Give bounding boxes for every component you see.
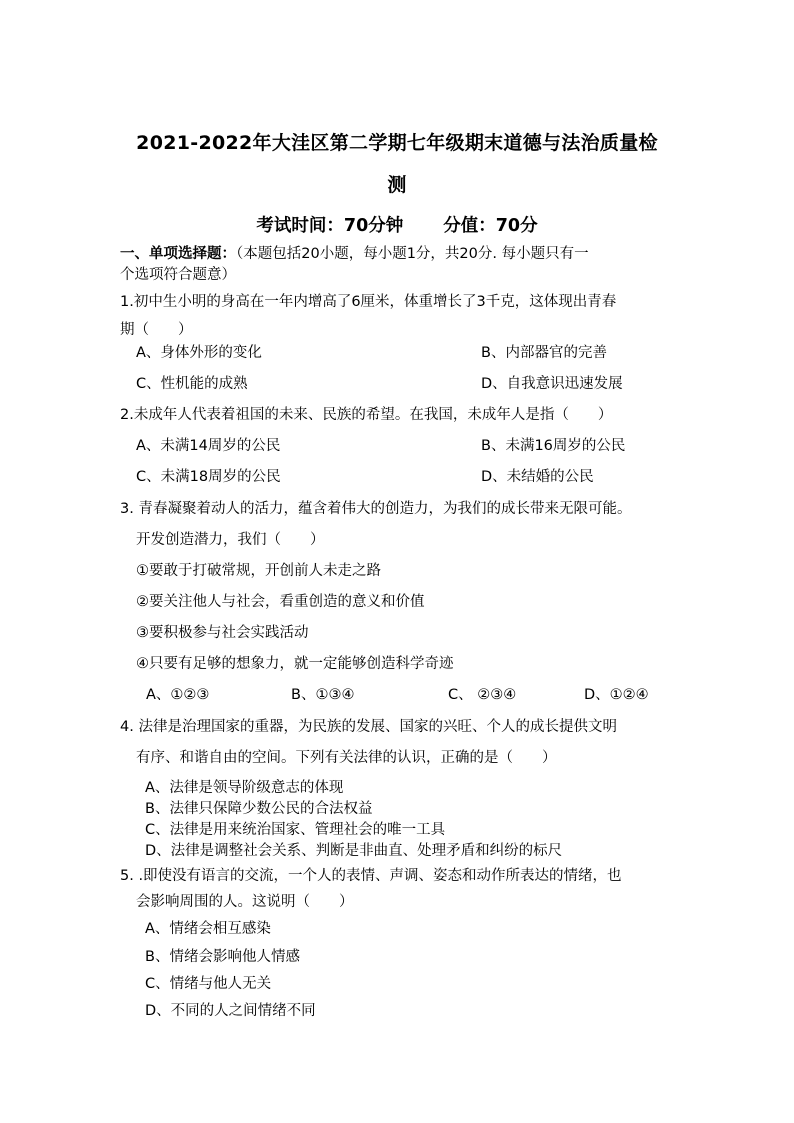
exam-title-line2: 测: [387, 174, 407, 196]
q1-stem-line2: 期（ ）: [120, 322, 193, 338]
q1-option-c: C、性机能的成熟: [136, 376, 248, 392]
q2-option-b: B、未满16周岁的公民: [481, 438, 626, 454]
section-intro-text: （本题包括20小题，每小题1分，共20分. 每小题只有一: [236, 246, 589, 262]
q3-option-b: B、①③④: [291, 687, 355, 703]
q3-stem-line2: 开发创造潜力，我们（ ）: [136, 532, 325, 548]
q5-option-c: C、情绪与他人无关: [145, 976, 272, 992]
q3-option-d: D、①②④: [584, 687, 649, 703]
q5-option-a: A、情绪会相互感染: [145, 921, 271, 937]
q1-option-a: A、身体外形的变化: [136, 345, 262, 361]
q5-option-d: D、不同的人之间情绪不同: [145, 1003, 316, 1019]
q5-stem-line1: 5. .即使没有语言的交流，一个人的表情、声调、姿态和动作所表达的情绪，也: [120, 868, 622, 884]
section-intro-line2: 个选项符合题意）: [120, 267, 236, 283]
q3-statement-2: ②要关注他人与社会，看重创造的意义和价值: [136, 594, 425, 610]
exam-title-line1: 2021-2022年大洼区第二学期七年级期末道德与法治质量检: [136, 132, 658, 154]
q4-option-a: A、法律是领导阶级意志的体现: [145, 780, 344, 796]
q4-stem-line1: 4. 法律是治理国家的重器，为民族的发展、国家的兴旺、个人的成长提供文明: [120, 719, 617, 735]
exam-info: [0, 212, 794, 237]
q3-option-a: A、①②③: [146, 687, 210, 703]
q1-option-d: D、自我意识迅速发展: [481, 376, 623, 392]
q3-statement-4: ④只要有足够的想象力，就一定能够创造科学奇迹: [136, 656, 454, 672]
q3-option-c: C、 ②③④: [448, 687, 517, 703]
q3-statement-3: ③要积极参与社会实践活动: [136, 625, 309, 641]
q3-stem-line1: 3. 青春凝聚着动人的活力，蕴含着伟大的创造力，为我们的成长带来无限可能。: [120, 501, 632, 517]
exam-score: 分值：70分: [443, 216, 538, 236]
exam-time: 考试时间：70分钟: [256, 216, 404, 236]
q2-option-d: D、未结婚的公民: [481, 469, 594, 485]
q4-option-d: D、法律是调整社会关系、判断是非曲直、处理矛盾和纠纷的标尺: [145, 843, 563, 859]
q4-option-b: B、法律只保障少数公民的合法权益: [145, 801, 373, 817]
q3-statement-1: ①要敢于打破常规，开创前人未走之路: [136, 563, 381, 579]
q1-option-b: B、内部器官的完善: [481, 345, 607, 361]
section-heading: 一、单项选择题：: [120, 246, 236, 262]
q2-option-a: A、未满14周岁的公民: [136, 438, 281, 454]
q5-stem-line2: 会影响周围的人。这说明（ ）: [136, 894, 354, 910]
q4-option-c: C、法律是用来统治国家、管理社会的唯一工具: [145, 822, 446, 838]
section-intro-line1: [120, 244, 589, 264]
q2-option-c: C、未满18周岁的公民: [136, 469, 281, 485]
q5-option-b: B、情绪会影响他人情感: [145, 949, 300, 965]
q4-stem-line2: 有序、和谐自由的空间。下列有关法律的认识，正确的是（ ）: [136, 750, 557, 766]
q1-stem-line1: 1.初中生小明的身高在一年内增高了6厘米，体重增长了3千克，这体现出青春: [120, 294, 617, 310]
q2-stem: 2.未成年人代表着祖国的未来、民族的希望。在我国，未成年人是指（ ）: [120, 407, 613, 423]
